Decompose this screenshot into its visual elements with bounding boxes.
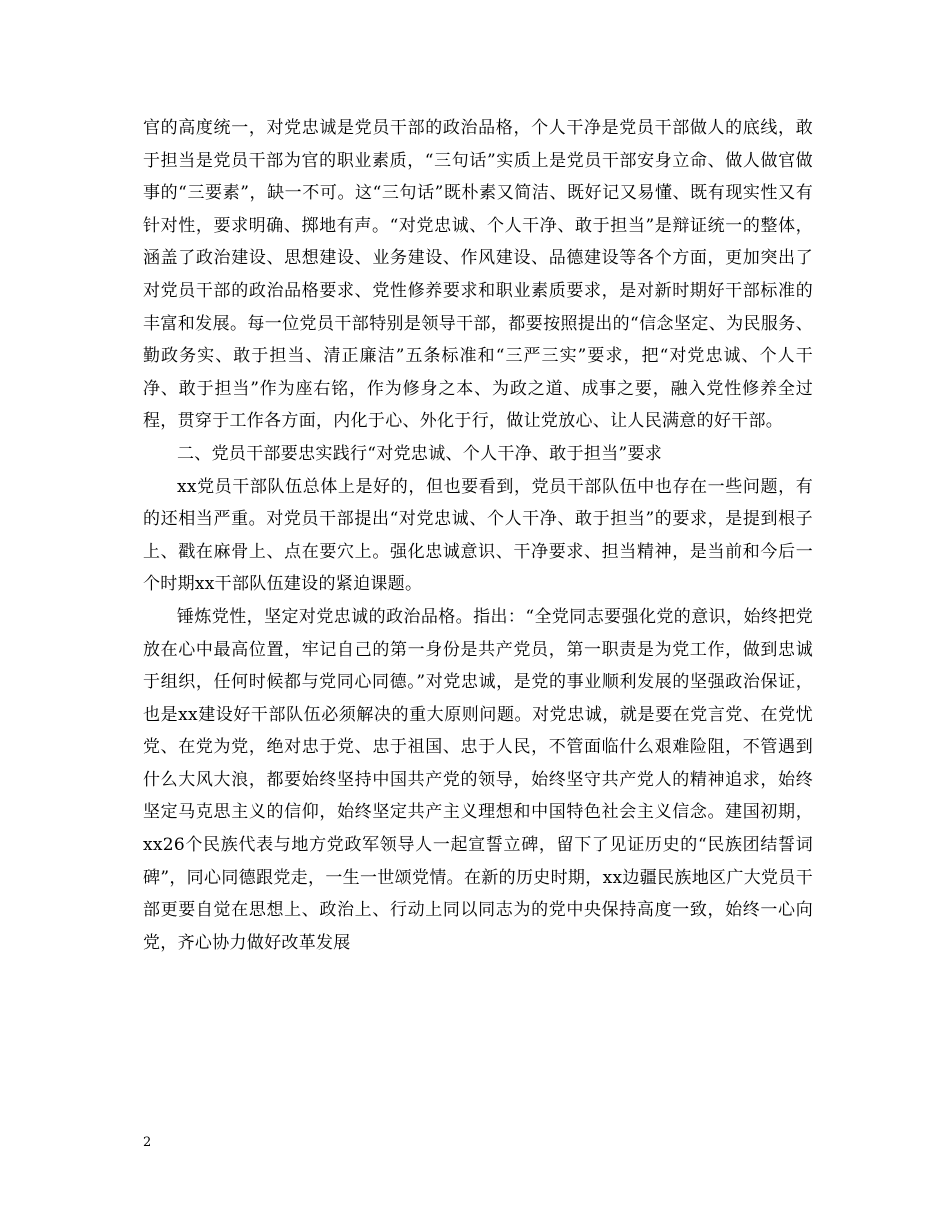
section-heading: 二、党员干部要忠实践行“对党忠诚、个人干净、敢于担当”要求 (177, 443, 663, 464)
paragraph-continuation: 官的高度统一，对党忠诚是党员干部的政治品格，个人干净是党员干部做人的底线，敢于担当是党员干部为官的职业素质，“三句话”实质上是党员干部安身立命、做人做官做事的“三要素”，缺一不可。这“三句话”既朴素又简洁、既好记又易懂、既有现实性又有针对性，要求明确、掷地有声。“对党忠诚、个人干净、敢于担当”是辩证统一的整体，涵盖了政治建设、思想建设、业务建设、作风建设、品德建设等各个方面，更加突出了对党员干部的政治品格要求、党性修养要求和职业素质要求，是对新时期好干部标准的丰富和发展。每一位党员干部特别是领导干部，都要按照提出的“信念坚定、为民服务、勤政务实、敢于担当、清正廉洁”五条标准和“三严三实”要求，把“对党忠诚、个人干净、敢于担当”作为座右铭，作为修身之本、为政之道、成事之要，融入党性修养全过程，贯穿于工作各方面，内化于心、外化于行，做让党放心、让人民满意的好干部。 (143, 118, 813, 432)
paragraph: xx党员干部队伍总体上是好的，但也要看到，党员干部队伍中也存在一些问题，有的还相当严重。对党员干部提出“对党忠诚、个人干净、敢于担当”的要求，是提到根子上、戳在麻骨上、点在要穴上。强化忠诚意识、干净要求、担当精神，是当前和今后一个时期xx干部队伍建设的紧迫课题。 (143, 476, 813, 595)
paragraph: 锤炼党性，坚定对党忠诚的政治品格。指出：“全党同志要强化党的意识，始终把党放在心中最高位置，牢记自己的第一身份是共产党员，第一职责是为党工作，做到忠诚于组织，任何时候都与党同心同德。”对党忠诚，是党的事业顺利发展的坚强政治保证，也是xx建设好干部队伍必须解决的重大原则问题。对党忠诚，就是要在党言党、在党忧党、在党为党，绝对忠于党、忠于祖国、忠于人民，不管面临什么艰难险阻，不管遇到什么大风大浪，都要始终坚持中国共产党的领导，始终坚守共产党人的精神追求，始终坚定马克思主义的信仰，始终坚定共产主义理想和中国特色社会主义信念。建国初期，xx26个民族代表与地方党政军领导人一起宣誓立碑，留下了见证历史的“民族团结誓词碑”，同心同德跟党走，一生一世颂党情。在新的历史时期，xx边疆民族地区广大党员干部更要自觉在思想上、政治上、行动上同以同志为的党中央保持高度一致，始终一心向党，齐心协力做好改革发展 (143, 606, 813, 953)
body-text (143, 112, 813, 959)
page-number: 2 (143, 1135, 152, 1150)
